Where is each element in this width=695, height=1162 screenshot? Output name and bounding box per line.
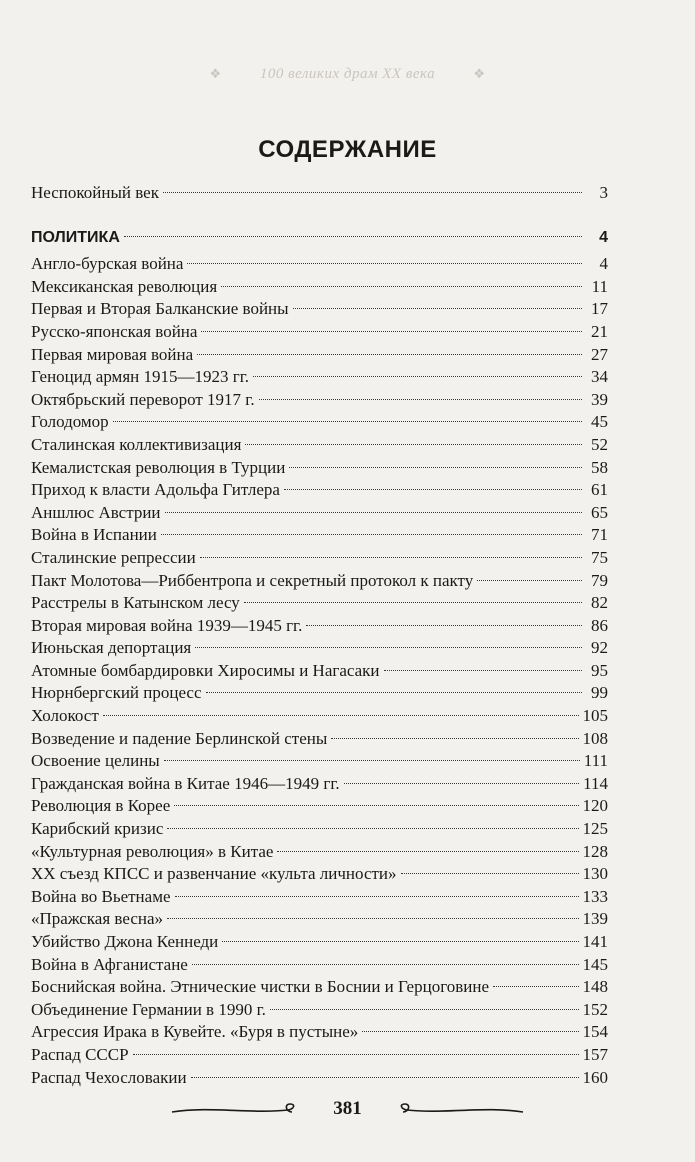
toc-entry-page: 3: [599, 183, 608, 202]
toc-entry-title: Июньская депортация: [31, 638, 192, 658]
toc-entry: [31, 660, 608, 683]
toc-entry: [31, 931, 608, 954]
toc-entry-page: 17: [591, 299, 608, 319]
toc-entry: [31, 976, 608, 999]
toc-entry-page: 75: [591, 547, 608, 567]
dot-leader: [206, 692, 582, 693]
toc-entry-page: 105: [582, 706, 608, 726]
toc-entry-title: Война в Испании: [31, 525, 157, 545]
dot-leader: [174, 805, 578, 806]
toc-entry-page: 65: [591, 502, 608, 522]
toc-entry: [31, 750, 608, 773]
toc-entry-page: 52: [591, 434, 608, 454]
dot-leader: [270, 1009, 579, 1010]
toc-entry-page: 27: [591, 344, 608, 364]
toc-entry-title: Англо-бурская война: [31, 254, 184, 274]
toc-entry: [31, 570, 608, 593]
header-ornament-left-icon: ❖: [209, 66, 222, 81]
dot-leader: [293, 308, 582, 309]
toc-entry: [31, 682, 608, 705]
dot-leader: [175, 896, 579, 897]
toc-entry: [31, 705, 608, 728]
dot-leader: [401, 873, 579, 874]
toc-entry-page: 130: [582, 864, 608, 884]
toc-entry: [31, 728, 608, 751]
toc-entry-title: Карибский кризис: [31, 819, 164, 839]
toc-entry: [31, 434, 608, 457]
toc-entry-page: 92: [591, 638, 608, 658]
toc-entry-title: Война в Афганистане: [31, 954, 188, 974]
dot-leader: [221, 286, 582, 287]
toc-entry-page: 4: [599, 228, 608, 246]
toc-entry-title: Первая мировая война: [31, 344, 194, 364]
dot-leader: [284, 489, 582, 490]
toc-entry-page: 133: [582, 886, 608, 906]
toc-entry-page: 39: [591, 389, 608, 409]
toc-entry-page: 152: [582, 999, 608, 1019]
toc-entry: [31, 344, 608, 367]
toc-entry-title: «Культурная революция» в Китае: [31, 841, 274, 861]
toc-entry-page: 71: [591, 525, 608, 545]
toc-entry: [31, 366, 608, 389]
toc-entry-title: Нюрнбергский процесс: [31, 683, 202, 703]
toc-entry: [31, 886, 608, 909]
toc-entry-title: Гражданская война в Китае 1946—1949 гг.: [31, 773, 340, 793]
header-ornament-right-icon: ❖: [473, 66, 486, 81]
toc-entry-page: 145: [582, 954, 608, 974]
page-number: 381: [333, 1098, 362, 1119]
toc-entry-page: 45: [591, 412, 608, 432]
dot-leader: [161, 534, 582, 535]
dot-leader: [244, 602, 582, 603]
toc-entry: [31, 479, 608, 502]
dot-leader: [362, 1031, 578, 1032]
toc-entry-title: Октябрьский переворот 1917 г.: [31, 389, 255, 409]
dot-leader: [164, 760, 580, 761]
dot-leader: [103, 715, 579, 716]
toc-entry: [31, 841, 608, 864]
toc-entry-page: 128: [582, 841, 608, 861]
dot-leader: [289, 467, 582, 468]
toc-entry-page: 99: [591, 683, 608, 703]
dot-leader: [133, 1054, 579, 1055]
toc-entry-title: Мексиканская революция: [31, 276, 218, 296]
toc-entry-page: 4: [599, 254, 608, 274]
dot-leader: [167, 918, 578, 919]
toc-entry-title: Вторая мировая война 1939—1945 гг.: [31, 615, 303, 635]
dot-leader: [192, 964, 579, 965]
toc-entry: [31, 818, 608, 841]
toc-entry: [31, 502, 608, 525]
toc-entry: [31, 298, 608, 321]
toc-entry-page: 160: [582, 1067, 608, 1087]
toc-entry-title: XX съезд КПСС и развенчание «культа личности»: [31, 864, 397, 884]
toc-entry-title: Первая и Вторая Балканские войны: [31, 299, 289, 319]
toc-entry-page: 108: [582, 728, 608, 748]
toc-entry-title: Боснийская война. Этнические чистки в Боснии и Герцоговине: [31, 977, 490, 997]
dot-leader: [331, 738, 578, 739]
dot-leader: [113, 421, 582, 422]
dot-leader: [195, 647, 582, 648]
toc-entry-title: Атомные бомбардировки Хиросимы и Нагасаки: [31, 660, 380, 680]
toc-entry-title: Кемалистская революция в Турции: [31, 457, 286, 477]
toc-entry: [31, 547, 608, 570]
page-title: СОДЕРЖАНИЕ: [258, 136, 437, 163]
toc-entry-page: 141: [582, 932, 608, 951]
toc-entry-page: 11: [591, 276, 608, 296]
toc-entry-page: 154: [582, 1022, 608, 1042]
toc-entry: [31, 253, 608, 276]
toc-entry-page: 139: [582, 909, 608, 929]
toc-entry-page: 95: [591, 660, 608, 680]
toc-entry: [31, 795, 608, 818]
toc-entry: [31, 389, 608, 412]
toc-entry: [31, 411, 608, 434]
toc-entry-page: 58: [591, 457, 608, 477]
toc-entry-page: 34: [591, 367, 608, 387]
toc-entry: [31, 863, 608, 886]
toc-entry-title: Революция в Корее: [31, 796, 171, 816]
dot-leader: [306, 625, 582, 626]
toc-entry-title: «Пражская весна»: [31, 909, 164, 929]
dot-leader: [259, 399, 582, 400]
toc-entry: [31, 182, 608, 205]
toc-entry-page: 111: [583, 751, 608, 771]
toc-entry-title: Освоение целины: [31, 751, 160, 771]
dot-leader: [222, 941, 578, 942]
toc-entry-page: 79: [591, 570, 608, 590]
toc-entry-title: Сталинская коллективизация: [31, 434, 242, 454]
toc-entry: [31, 637, 608, 660]
toc-entry: [31, 999, 608, 1022]
toc-entry-page: 125: [582, 819, 608, 839]
toc-section-heading: [31, 227, 608, 250]
toc-entry-page: 61: [591, 480, 608, 500]
dot-leader: [477, 580, 582, 581]
toc-entry: [31, 1021, 608, 1044]
dot-leader: [384, 670, 582, 671]
dot-leader: [277, 851, 578, 852]
toc-entry-page: 148: [582, 977, 608, 997]
toc-entry-page: 114: [583, 773, 608, 793]
toc-entry-title: Холокост: [31, 706, 99, 726]
dot-leader: [167, 828, 578, 829]
toc-entry: [31, 954, 608, 977]
toc-entry-title: Приход к власти Адольфа Гитлера: [31, 480, 280, 500]
toc-entry-title: Распад СССР: [31, 1044, 129, 1064]
toc-entry: [31, 773, 608, 796]
toc-entry-page: 120: [582, 796, 608, 816]
toc-entry-title: ПОЛИТИКА: [31, 228, 120, 246]
running-header: [0, 66, 695, 83]
toc-entry-title: Пакт Молотова—Риббентропа и секретный протокол к пакту: [31, 570, 474, 590]
toc-entry-title: Возведение и падение Берлинской стены: [31, 728, 328, 748]
dot-leader: [253, 376, 582, 377]
toc-entry-title: Голодомор: [31, 412, 109, 432]
dot-leader: [344, 783, 580, 784]
toc-entry: [31, 1067, 608, 1090]
toc-entry: [31, 1044, 608, 1067]
dot-leader: [200, 557, 582, 558]
dot-leader: [245, 444, 582, 445]
running-header-text: 100 великих драм XX века: [259, 66, 436, 82]
dot-leader: [493, 986, 578, 987]
toc-entry-page: 21: [591, 321, 608, 341]
toc-entry: [31, 592, 608, 615]
toc-entry-title: Геноцид армян 1915—1923 гг.: [31, 367, 250, 387]
dot-leader: [187, 263, 582, 264]
toc-entry-title: Агрессия Ирака в Кувейте. «Буря в пустыне»: [31, 1022, 359, 1042]
toc-entry-title: Объединение Германии в 1990 г.: [31, 999, 266, 1019]
dot-leader: [163, 192, 582, 193]
dot-leader: [124, 236, 582, 237]
dot-leader: [191, 1077, 579, 1078]
toc-entry-title: Распад Чехословакии: [31, 1067, 187, 1087]
table-of-contents: [31, 182, 608, 1089]
toc-entry-page: 157: [582, 1044, 608, 1064]
toc-entry-title: Аншлюс Австрии: [31, 502, 161, 522]
toc-entry-title: Русско-японская война: [31, 321, 198, 341]
toc-entry-page: 82: [591, 593, 608, 613]
dot-leader: [201, 331, 582, 332]
toc-entry: [31, 524, 608, 547]
toc-entry-title: Неспокойный век: [31, 183, 159, 202]
dot-leader: [165, 512, 582, 513]
toc-entry: [31, 615, 608, 638]
toc-entry-title: Расстрелы в Катынском лесу: [31, 593, 240, 613]
toc-entry: [31, 457, 608, 480]
toc-entry-title: Сталинские репрессии: [31, 547, 196, 567]
toc-entry: [31, 321, 608, 344]
toc-entry-title: Убийство Джона Кеннеди: [31, 932, 219, 951]
toc-entry-title: Война во Вьетнаме: [31, 886, 171, 906]
toc-entry: [31, 276, 608, 299]
toc-entry: [31, 908, 608, 931]
dot-leader: [197, 354, 582, 355]
toc-entry-page: 86: [591, 615, 608, 635]
